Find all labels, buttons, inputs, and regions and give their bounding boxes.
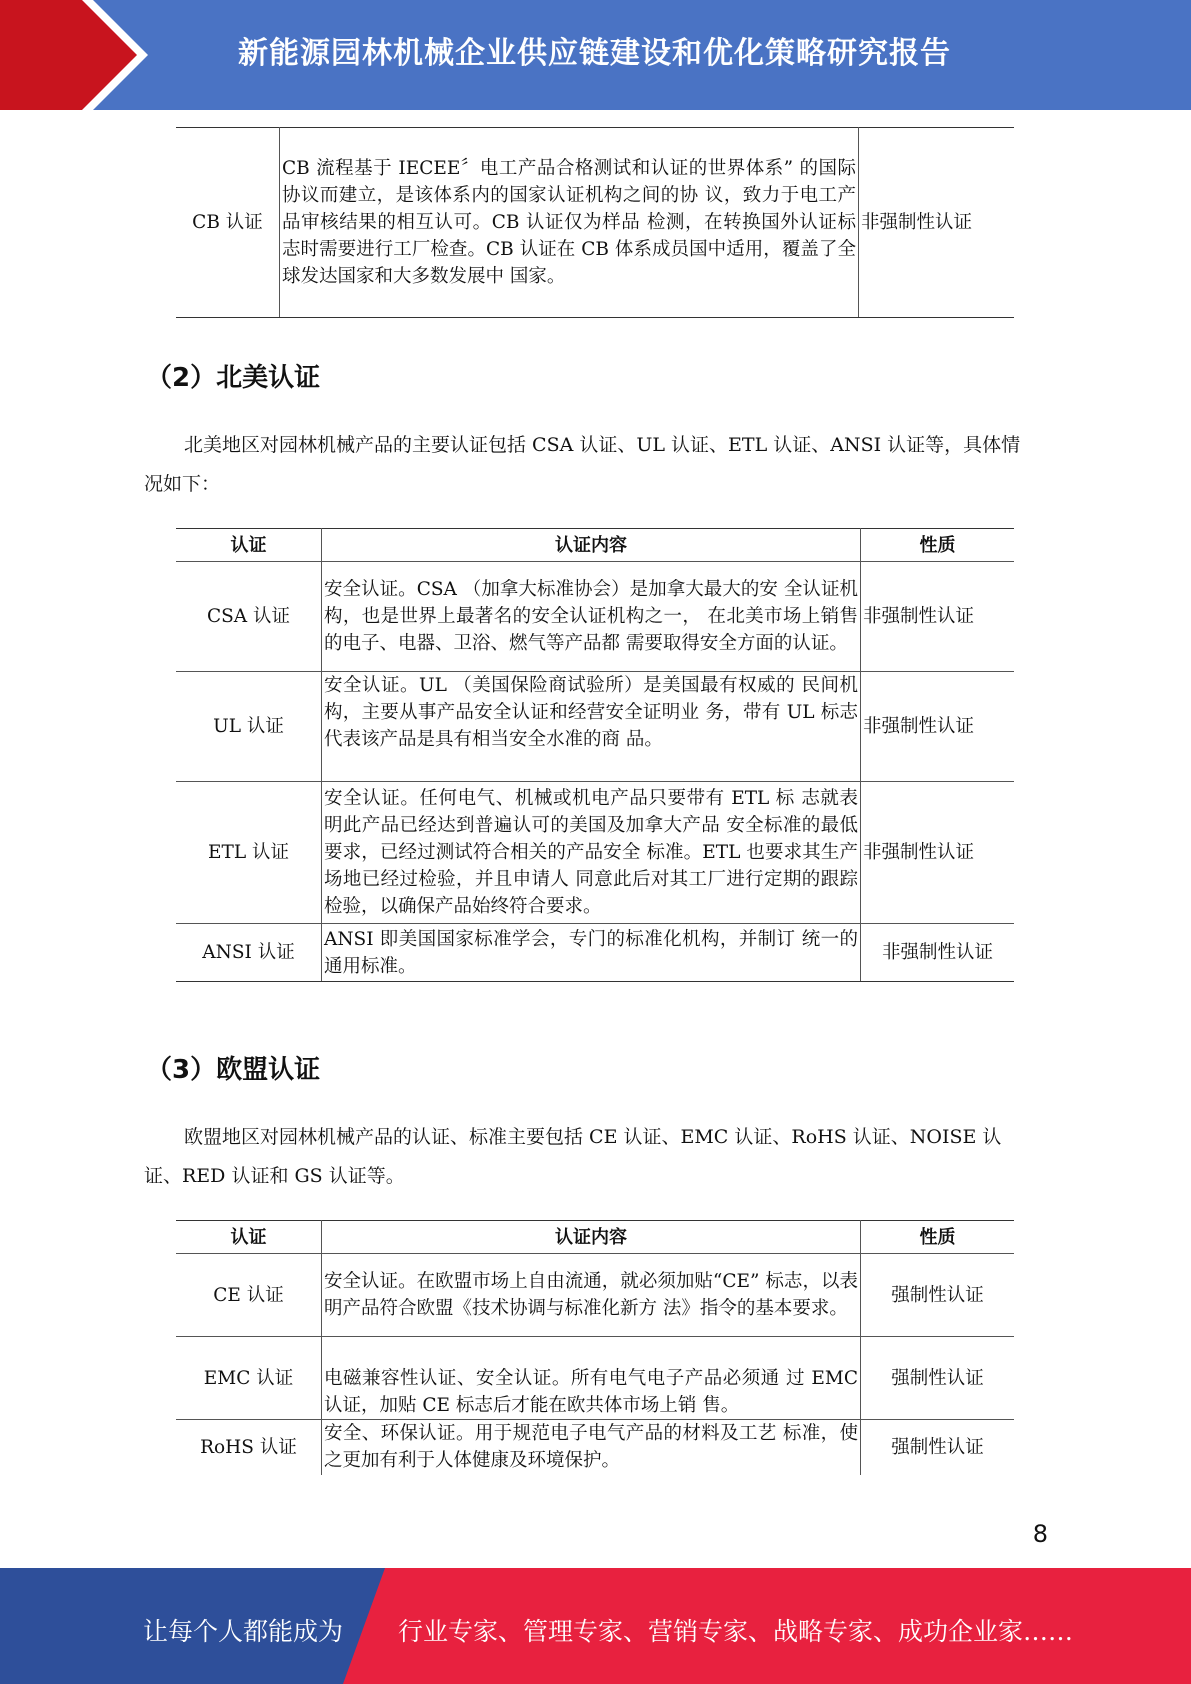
cert-name: CB 认证 <box>176 128 280 318</box>
footer-slogan-left: 让每个人都能成为 <box>143 1617 344 1646</box>
cert-name: UL 认证 <box>176 672 322 782</box>
cert-type: 强制性认证 <box>861 1337 1015 1420</box>
cert-type: 非强制性认证 <box>861 672 1015 782</box>
column-header-cert: 认证 <box>176 529 322 562</box>
table-row <box>176 672 1014 782</box>
cert-type: 非强制性认证 <box>861 562 1015 672</box>
column-header-type: 性质 <box>861 529 1015 562</box>
cert-desc: 安全、环保认证。用于规范电子电气产品的材料及工艺 标准，使之更加有利于人体健康及环境保护。 <box>322 1420 861 1475</box>
cert-desc: ANSI 即美国国家标准学会，专门的标准化机构，并制订 统一的通用标准。 <box>322 924 861 982</box>
eu-cert-table <box>176 1220 1014 1475</box>
column-header-cert: 认证 <box>176 1221 322 1254</box>
table-row <box>176 1254 1014 1337</box>
cert-type: 强制性认证 <box>861 1420 1015 1475</box>
cert-desc: CB 流程基于 IECEE〞电工产品合格测试和认证的世界体系” 的国际协议而建立，是该体系内的国家认证机构之间的协 议，致力于电工产品审核结果的相互认可。CB 认证仅为样品 检测，在转换国外认证标志时需要进行工厂检查。CB 认证在 CB 体系成员国中适用，覆盖了全球发达国家和大多数发展中 国家。 <box>280 128 859 318</box>
cert-name: EMC 认证 <box>176 1337 322 1420</box>
section-heading-eu: （3）欧盟认证 <box>146 1055 321 1085</box>
cert-desc: 电磁兼容性认证、安全认证。所有电气电子产品必须通 过 EMC 认证，加贴 CE 标志后才能在欧共体市场上销 售。 <box>322 1337 861 1420</box>
cert-name: RoHS 认证 <box>176 1420 322 1475</box>
section-intro-eu: 欧盟地区对园林机械产品的认证、标准主要包括 CE 认证、EMC 认证、RoHS 认证、NOISE 认证、RED 认证和 GS 认证等。 <box>144 1126 1002 1187</box>
cert-desc: 安全认证。UL （美国保险商试验所）是美国最有权威的 民间机构，主要从事产品安全认证和经营安全证明业 务，带有 UL 标志代表该产品是具有相当安全水准的商 品。 <box>322 672 861 782</box>
cert-name: CSA 认证 <box>176 562 322 672</box>
section-heading-north-america: （2）北美认证 <box>146 363 321 393</box>
cert-name: CE 认证 <box>176 1254 322 1337</box>
cert-desc: 安全认证。任何电气、机械或机电产品只要带有 ETL 标 志就表明此产品已经达到普遍认可的美国及加拿大产品 安全标准的最低要求，已经过测试符合相关的产品安全 标准。ETL 也要求其生产场地已经过检验，并且申请人 同意此后对其工厂进行定期的跟踪检验，以确保产品始终符合要求。 <box>322 782 861 924</box>
column-header-content: 认证内容 <box>322 529 861 562</box>
cert-type: 强制性认证 <box>861 1254 1015 1337</box>
table-row <box>176 562 1014 672</box>
section-intro-north-america: 北美地区对园林机械产品的主要认证包括 CSA 认证、UL 认证、ETL 认证、ANSI 认证等，具体情况如下： <box>144 434 1021 495</box>
table-header-row <box>176 1221 1014 1254</box>
table-row <box>176 1420 1014 1475</box>
report-title: 新能源园林机械企业供应链建设和优化策略研究报告 <box>238 36 951 71</box>
cert-name: ETL 认证 <box>176 782 322 924</box>
table-row <box>176 782 1014 924</box>
table-row <box>176 128 1014 318</box>
column-header-type: 性质 <box>861 1221 1015 1254</box>
table-row <box>176 1337 1014 1420</box>
table-row <box>176 924 1014 982</box>
page-header <box>0 0 1191 110</box>
table-header-row <box>176 529 1014 562</box>
cert-type: 非强制性认证 <box>859 128 1015 318</box>
north-america-cert-table <box>176 528 1014 982</box>
cert-desc: 安全认证。CSA （加拿大标准协会）是加拿大最大的安 全认证机构，也是世界上最著名的安全认证机构之一， 在北美市场上销售的电子、电器、卫浴、燃气等产品都 需要取得安全方面的认证。 <box>322 562 861 672</box>
page-number: 8 <box>1032 1520 1048 1548</box>
cert-type: 非强制性认证 <box>861 924 1015 982</box>
cert-type: 非强制性认证 <box>861 782 1015 924</box>
footer-slogan-right: 行业专家、管理专家、营销专家、战略专家、成功企业家…… <box>398 1617 1074 1646</box>
cert-desc: 安全认证。在欧盟市场上自由流通，就必须加贴“CE” 标志，以表明产品符合欧盟《技术协调与标准化新方 法》指令的基本要求。 <box>322 1254 861 1337</box>
column-header-content: 认证内容 <box>322 1221 861 1254</box>
cb-cert-table <box>176 127 1014 318</box>
cert-name: ANSI 认证 <box>176 924 322 982</box>
header-red-arrow-shape <box>0 0 160 110</box>
